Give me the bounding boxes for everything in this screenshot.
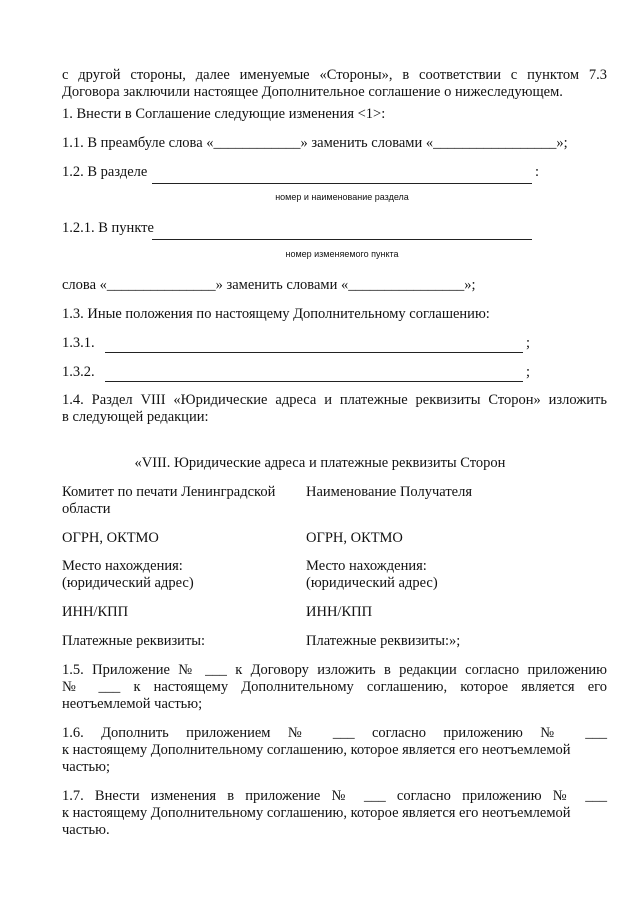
clause-1-5-line-2: № ___ к настоящему Дополнительному соглашению, которое является его	[62, 679, 607, 695]
right-location-label: Место нахождения:	[306, 558, 427, 574]
clause-1-6-line-2: к настоящему Дополнительному соглашению, которое является его неотъемлемой	[62, 742, 571, 758]
right-legal-address: (юридический адрес)	[306, 575, 438, 591]
intro-line-2: Договора заключили настоящее Дополнительное соглашение о нижеследующем.	[62, 84, 563, 100]
clause-1-6-line-3: частью;	[62, 759, 110, 775]
left-ogrn: ОГРН, ОКТМО	[62, 530, 159, 546]
clause-1-3-2-end: ;	[526, 364, 531, 380]
left-inn: ИНН/КПП	[62, 604, 129, 620]
clause-1-7-line-1: 1.7. Внести изменения в приложение № ___ согласно приложению № ___	[62, 788, 607, 804]
clause-1-3-1-end: ;	[526, 335, 531, 351]
clause-1-2-label: 1.2. В разделе	[62, 164, 148, 180]
left-party-name-1: Комитет по печати Ленинградской	[62, 484, 276, 500]
left-party-name-2: области	[62, 501, 111, 517]
clause-1-3-2-line	[105, 381, 523, 382]
section-name-caption: номер и наименование раздела	[275, 192, 409, 202]
clause-1-2-colon: :	[535, 164, 540, 180]
right-party-name: Наименование Получателя	[306, 484, 473, 500]
clause-words-replace: слова «_______________» заменить словами «________________»;	[62, 277, 476, 293]
clause-1-4-line-1: 1.4. Раздел VIII «Юридические адреса и платежные реквизиты Сторон» изложить	[62, 392, 607, 408]
right-ogrn: ОГРН, ОКТМО	[306, 530, 403, 546]
section-name-line	[152, 183, 532, 184]
clause-1: 1. Внести в Соглашение следующие изменения <1>:	[62, 106, 386, 122]
left-location-label: Место нахождения:	[62, 558, 183, 574]
clause-1-3-1-line	[105, 352, 523, 353]
left-payment: Платежные реквизиты:	[62, 633, 206, 649]
right-payment: Платежные реквизиты:»;	[306, 633, 461, 649]
clause-1-5-line-3: неотъемлемой частью;	[62, 696, 203, 712]
clause-1-6-line-1: 1.6. Дополнить приложением № ___ согласно приложению № ___	[62, 725, 607, 741]
clause-1-2-1-label: 1.2.1. В пункте	[62, 220, 154, 236]
clause-1-7-line-3: частью.	[62, 822, 110, 838]
clause-1-5-line-1: 1.5. Приложение № ___ к Договору изложить в редакции согласно приложению	[62, 662, 607, 678]
clause-1-7-line-2: к настоящему Дополнительному соглашению, которое является его неотъемлемой	[62, 805, 571, 821]
item-number-line	[152, 239, 532, 240]
clause-1-1: 1.1. В преамбуле слова «____________» заменить словами «_________________»;	[62, 135, 568, 151]
intro-line-1: с другой стороны, далее именуемые «Стороны», в соответствии с пунктом 7.3	[62, 67, 607, 83]
clause-1-3-2-label: 1.3.2.	[62, 364, 95, 380]
right-inn: ИНН/КПП	[306, 604, 373, 620]
left-legal-address: (юридический адрес)	[62, 575, 194, 591]
item-number-caption: номер изменяемого пункта	[285, 249, 399, 259]
clause-1-3-1-label: 1.3.1.	[62, 335, 95, 351]
section-viii-heading: «VIII. Юридические адреса и платежные реквизиты Сторон	[134, 455, 506, 471]
clause-1-3: 1.3. Иные положения по настоящему Дополнительному соглашению:	[62, 306, 490, 322]
clause-1-4-line-2: в следующей редакции:	[62, 409, 209, 425]
